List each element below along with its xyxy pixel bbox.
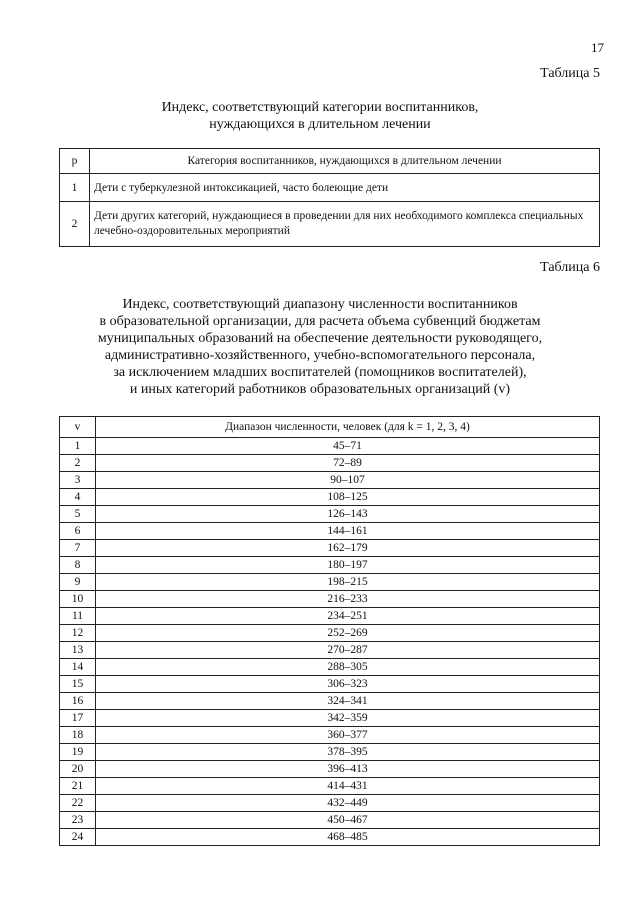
table-row: [60, 202, 600, 247]
table6-col-header-range: Диапазон численности, человек (для k = 1, 2, 3, 4): [96, 417, 600, 438]
table6-cell-v: 9: [60, 574, 96, 591]
table6-cell-v: 22: [60, 795, 96, 812]
table6-cell-range: 450–467: [96, 812, 600, 829]
table6-cell-range: 144–161: [96, 523, 600, 540]
table-row: [60, 608, 600, 625]
table6-cell-v: 4: [60, 489, 96, 506]
table6-cell-range: 45–71: [96, 438, 600, 455]
table5-cell-text: Дети других категорий, нуждающиеся в проведении для них необходимого комплекса специальных лечебно-оздоровительных мероприятий: [90, 202, 600, 247]
table5-cell-text: Дети с туберкулезной интоксикацией, часто болеющие дети: [90, 174, 600, 202]
table6-cell-v: 10: [60, 591, 96, 608]
table-row: [60, 744, 600, 761]
table5-label: Таблица 5: [540, 66, 600, 81]
table6-col-header-v: v: [60, 417, 96, 438]
table6-cell-v: 5: [60, 506, 96, 523]
table6-cell-v: 14: [60, 659, 96, 676]
table6-cell-range: 324–341: [96, 693, 600, 710]
table6-cell-v: 19: [60, 744, 96, 761]
table-row: [60, 693, 600, 710]
table-row: [60, 761, 600, 778]
table5-heading: [40, 99, 600, 133]
table6-label: Таблица 6: [540, 260, 600, 275]
table6-cell-v: 15: [60, 676, 96, 693]
table5-heading-line: нуждающихся в длительном лечении: [209, 117, 431, 132]
table6-cell-v: 23: [60, 812, 96, 829]
table-row: [60, 676, 600, 693]
table6-cell-v: 24: [60, 829, 96, 846]
table-row: [60, 574, 600, 591]
table6-heading-line: административно-хозяйственного, учебно-вспомогательного персонала,: [104, 348, 536, 363]
table-row: [60, 540, 600, 557]
table5: [59, 148, 600, 247]
table6-heading-line: Индекс, соответствующий диапазону численности воспитанников: [122, 297, 518, 312]
table6-cell-v: 2: [60, 455, 96, 472]
table6-cell-range: 216–233: [96, 591, 600, 608]
table-row: [60, 795, 600, 812]
table-row: [60, 506, 600, 523]
table6-cell-v: 20: [60, 761, 96, 778]
table6-cell-v: 16: [60, 693, 96, 710]
table6-cell-range: 252–269: [96, 625, 600, 642]
table6-cell-range: 126–143: [96, 506, 600, 523]
table6-body: [60, 438, 600, 846]
table6-cell-range: 396–413: [96, 761, 600, 778]
table-row: [60, 557, 600, 574]
table-row: [60, 829, 600, 846]
table5-col-header-p: р: [60, 149, 90, 174]
table6-heading-line: муниципальных образований на обеспечение деятельности руководящего,: [97, 331, 543, 346]
table6-cell-range: 108–125: [96, 489, 600, 506]
table5-header-row: [60, 149, 600, 174]
table6-cell-range: 378–395: [96, 744, 600, 761]
table5-heading-line: Индекс, соответствующий категории воспитанников,: [161, 100, 479, 115]
table6-cell-v: 18: [60, 727, 96, 744]
table6-cell-range: 342–359: [96, 710, 600, 727]
table6-cell-v: 12: [60, 625, 96, 642]
table6-cell-range: 432–449: [96, 795, 600, 812]
table6-cell-v: 8: [60, 557, 96, 574]
table6-cell-range: 234–251: [96, 608, 600, 625]
table-row: [60, 489, 600, 506]
table6-cell-range: 180–197: [96, 557, 600, 574]
table6-cell-v: 21: [60, 778, 96, 795]
table-row: [60, 591, 600, 608]
table-row: [60, 455, 600, 472]
table5-cell-num: 2: [60, 202, 90, 247]
page-number: 17: [591, 40, 604, 55]
table6-cell-range: 72–89: [96, 455, 600, 472]
table-row: [60, 710, 600, 727]
table6-heading-line: в образовательной организации, для расчета объема субвенций бюджетам: [99, 314, 541, 329]
table6-cell-range: 198–215: [96, 574, 600, 591]
table5-cell-num: 1: [60, 174, 90, 202]
table6-cell-range: 162–179: [96, 540, 600, 557]
table-row: [60, 438, 600, 455]
table6-heading-line: за исключением младших воспитателей (помощников воспитателей),: [113, 365, 527, 380]
table6-cell-range: 270–287: [96, 642, 600, 659]
table-row: [60, 659, 600, 676]
table6-cell-v: 13: [60, 642, 96, 659]
table-row: [60, 812, 600, 829]
table6-cell-range: 90–107: [96, 472, 600, 489]
table6-cell-range: 306–323: [96, 676, 600, 693]
table6-cell-range: 288–305: [96, 659, 600, 676]
table-row: [60, 174, 600, 202]
table-row: [60, 472, 600, 489]
table6-cell-v: 3: [60, 472, 96, 489]
table-row: [60, 642, 600, 659]
table6-header-row: [60, 417, 600, 438]
table6-cell-v: 7: [60, 540, 96, 557]
table5-col-header-category: Категория воспитанников, нуждающихся в длительном лечении: [90, 149, 600, 174]
table-row: [60, 727, 600, 744]
table6: [59, 416, 600, 846]
table6-cell-range: 468–485: [96, 829, 600, 846]
table6-heading-line: и иных категорий работников образовательных организаций (v): [129, 382, 511, 397]
table6-cell-range: 360–377: [96, 727, 600, 744]
table6-cell-v: 17: [60, 710, 96, 727]
table-row: [60, 778, 600, 795]
table6-heading: [40, 296, 600, 398]
table6-cell-v: 1: [60, 438, 96, 455]
table6-cell-v: 11: [60, 608, 96, 625]
table-row: [60, 523, 600, 540]
table-row: [60, 625, 600, 642]
table6-cell-range: 414–431: [96, 778, 600, 795]
table6-cell-v: 6: [60, 523, 96, 540]
